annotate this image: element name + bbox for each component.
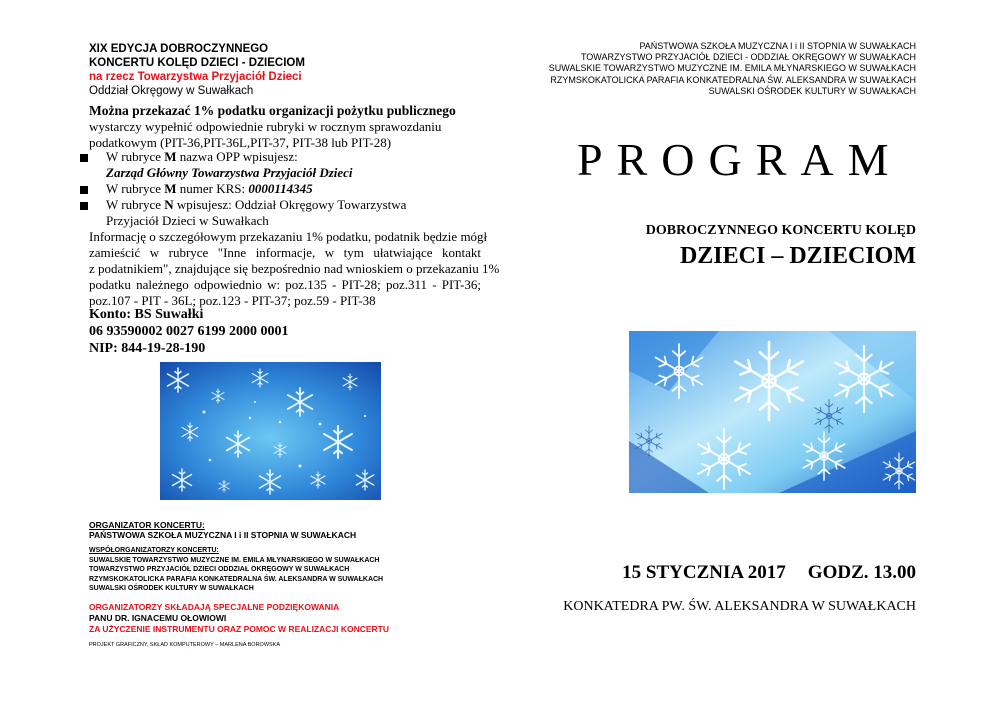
- institutions-list: [549, 41, 916, 97]
- info-line-2: zamieścić w rubryce "Inne informacje, w tym ułatwiające kontakt: [89, 245, 481, 260]
- coorganizer-item: SUWALSKIE TOWARZYSTWO MUZYCZNE IM. EMILA MŁYNARSKIEGO W SUWAŁKACH: [89, 556, 380, 564]
- krs-number: 0000114345: [248, 181, 313, 196]
- coorganizer-item: TOWARZYSTWO PRZYJACIÓŁ DZIECI ODDZIAŁ OKRĘGOWY W SUWAŁKACH: [89, 566, 350, 573]
- branch-line: Oddział Okręgowy w Suwałkach: [89, 85, 254, 97]
- tax-intro: [89, 119, 441, 151]
- thanks-line-1: ORGANIZATORZY SKŁADAJĄ SPECJALNE PODZIĘKOWANIA: [89, 602, 340, 612]
- info-line-1: Informację o szczegółowym przekazaniu 1% podatku, podatnik będzie mógł: [89, 229, 488, 244]
- bullet-marker: [80, 154, 88, 162]
- concert-subtitle: DOBROCZYNNEGO KONCERTU KOLĘD: [645, 223, 916, 238]
- credits-line: PROJEKT GRAFICZNY, SKŁAD KOMPUTEROWY – MARLENA BOROWSKA: [89, 642, 281, 648]
- concert-headline: DZIECI – DZIECIOM: [679, 243, 916, 269]
- snowflake-image-right: [629, 331, 916, 493]
- program-title: PROGRAM: [577, 134, 903, 185]
- info-line-5: poz.107 - PIT - 36L; poz.123 - PIT-37; poz.59 - PIT-38: [89, 293, 376, 308]
- coorganizer-item: SUWALSKI OŚRODEK KULTURY W SUWAŁKACH: [89, 585, 254, 592]
- account-label: Konto: BS Suwałki: [89, 307, 204, 322]
- bullet-marker: [80, 186, 88, 194]
- bullet-1: W rubryce M nazwa OPP wpisujesz:: [106, 149, 298, 164]
- institution-item: SUWALSKI OŚRODEK KULTURY W SUWAŁKACH: [708, 85, 916, 96]
- bullet-marker: [80, 202, 88, 210]
- institution-item: SUWALSKIE TOWARZYSTWO MUZYCZNE IM. EMILA MŁYNARSKIEGO W SUWAŁKACH: [548, 63, 916, 74]
- institution-item: TOWARZYSTWO PRZYJACIÓŁ DZIECI - ODDZIAŁ OKRĘGOWY W SUWAŁKACH: [580, 52, 916, 63]
- edition-line-1: XIX EDYCJA DOBROCZYNNEGO: [89, 43, 269, 55]
- account-number: 06 93590002 0027 6199 2000 0001: [89, 324, 289, 339]
- coorganizer-item: RZYMSKOKATOLICKA PARAFIA KONKATEDRALNA ŚW. ALEKSANDRA W SUWAŁKACH: [89, 575, 384, 583]
- tax-intro-line-1: wystarczy wypełnić odpowiednie rubryki w rocznym sprawozdaniu: [89, 119, 442, 134]
- snowflake-image-left: [160, 362, 381, 500]
- bullet-1-value: Zarząd Główny Towarzystwa Przyjaciół Dzieci: [106, 165, 353, 180]
- edition-line-2: KONCERTU KOLĘD DZIECI - DZIECIOM: [89, 57, 305, 69]
- concert-date: 15 STYCZNIA 2017: [622, 562, 786, 583]
- tax-heading: Można przekazać 1% podatku organizacji pożytku publicznego: [89, 103, 456, 118]
- organizer-heading: ORGANIZATOR KONCERTU:: [89, 520, 205, 530]
- organizer-block: [89, 520, 356, 540]
- thanks-line-2: PANU DR. IGNACEMU OŁOWIOWI: [89, 613, 227, 623]
- edition-title: [89, 42, 305, 84]
- thanks-block: [89, 602, 389, 635]
- coorganizers-heading: WSPÓŁORGANIZATORZY KONCERTU:: [89, 547, 219, 554]
- bullet-3-continued: Przyjaciół Dzieci w Suwałkach: [106, 213, 269, 228]
- thanks-line-3: ZA UŻYCZENIE INSTRUMENTU ORAZ POMOC W REALIZACJI KONCERTU: [89, 624, 390, 634]
- beneficiary-line: na rzecz Towarzystwa Przyjaciół Dzieci: [89, 71, 302, 83]
- concert-venue: KONKATEDRA PW. ŚW. ALEKSANDRA W SUWAŁKACH: [563, 599, 916, 614]
- info-paragraph: [89, 229, 500, 309]
- info-line-4: podatku należnego odpowiednio w: poz.135 - PIT-28; poz.311 - PIT-36;: [89, 277, 481, 292]
- concert-datetime: [622, 561, 916, 585]
- bank-details: [89, 306, 289, 357]
- tax-intro-line-2: podatkowym (PIT-36,PIT-36L,PIT-37, PIT-38 lub PIT-28): [89, 135, 392, 150]
- bullet-2: W rubryce M numer KRS: 0000114345: [106, 181, 313, 196]
- nip-number: NIP: 844-19-28-190: [89, 341, 206, 356]
- organizer-name: PAŃSTWOWA SZKOŁA MUZYCZNA I i II STOPNIA W SUWAŁKACH: [89, 530, 357, 540]
- concert-time: GODZ. 13.00: [807, 562, 916, 583]
- info-line-3: z podatnikiem", znajdujące się bezpośrednio nad wnioskiem o przekazaniu 1%: [89, 261, 500, 276]
- bullet-3: W rubryce N wpisujesz: Oddział Okręgowy Towarzystwa Przyjaciół Dzieci w Suwałkach: [106, 197, 407, 228]
- coorganizers-block: [89, 546, 383, 594]
- institution-item: RZYMSKOKATOLICKA PARAFIA KONKATEDRALNA ŚW. ALEKSANDRA W SUWAŁKACH: [550, 74, 916, 85]
- institution-item: PAŃSTWOWA SZKOŁA MUZYCZNA I i II STOPNIA W SUWAŁKACH: [639, 41, 916, 51]
